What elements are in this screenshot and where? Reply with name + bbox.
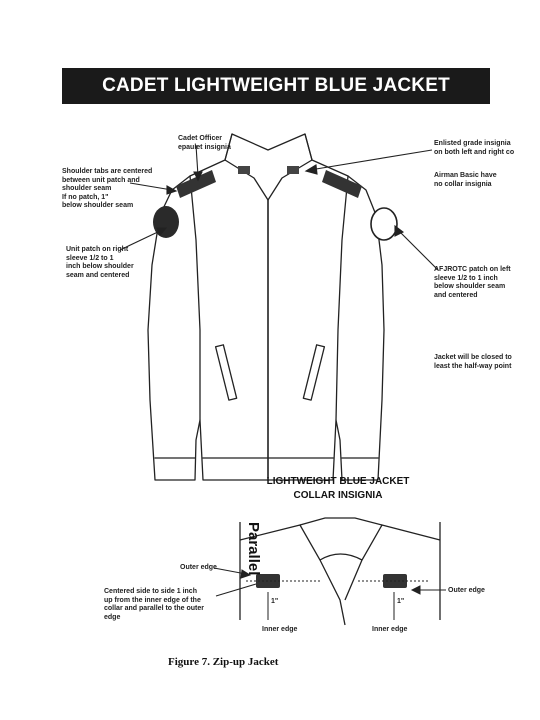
- label-one-inch-left: 1": [271, 598, 279, 605]
- label-airman-basic: Airman Basic have no collar insignia: [434, 172, 497, 188]
- page-title: CADET LIGHTWEIGHT BLUE JACKET: [102, 75, 450, 96]
- jacket-body: [148, 160, 384, 480]
- label-outer-edge-right: Outer edge: [448, 587, 485, 594]
- label-cadet-officer: Cadet Officer epaulet insignia: [178, 135, 231, 151]
- collar-insignia-left-icon: [238, 166, 250, 174]
- label-centered-note: Centered side to side 1 inch up from the inner edge of the collar and parallel to the outer edge: [104, 588, 204, 621]
- label-inner-edge-left: Inner edge: [262, 626, 298, 633]
- right-shoulder-tab: [322, 170, 362, 198]
- left-pocket: [216, 345, 237, 400]
- collar-insignia-right-icon: [287, 166, 299, 174]
- label-shoulder-tabs: Shoulder tabs are centered between unit patch and shoulder seam If no patch, 1" below shoulder seam: [62, 168, 153, 209]
- parallel-label: Parallel: [245, 522, 262, 576]
- label-one-inch-right: 1": [397, 598, 405, 605]
- collar-heading-line2: COLLAR INSIGNIA: [293, 490, 383, 501]
- collar-heading-line1: LIGHTWEIGHT BLUE JACKET: [266, 476, 410, 487]
- unit-patch-icon: [153, 206, 179, 238]
- label-inner-edge-right: Inner edge: [372, 626, 408, 633]
- label-afjrotc-patch: AFJROTC patch on left sleeve 1/2 to 1 inch below shoulder seam and centered: [434, 266, 511, 299]
- label-outer-edge-left: Outer edge: [180, 564, 217, 571]
- figure-caption: Figure 7. Zip-up Jacket: [168, 656, 279, 668]
- label-unit-patch: Unit patch on right sleeve 1/2 to 1 inch below shoulder seam and centered: [66, 246, 134, 279]
- right-pocket: [303, 345, 324, 400]
- afjrotc-patch-icon: [371, 208, 397, 240]
- collar-detail-illustration: [240, 518, 440, 625]
- label-jacket-closed: Jacket will be closed to least the half-way point: [434, 354, 512, 370]
- label-enlisted-grade: Enlisted grade insignia on both left and right co: [434, 140, 515, 156]
